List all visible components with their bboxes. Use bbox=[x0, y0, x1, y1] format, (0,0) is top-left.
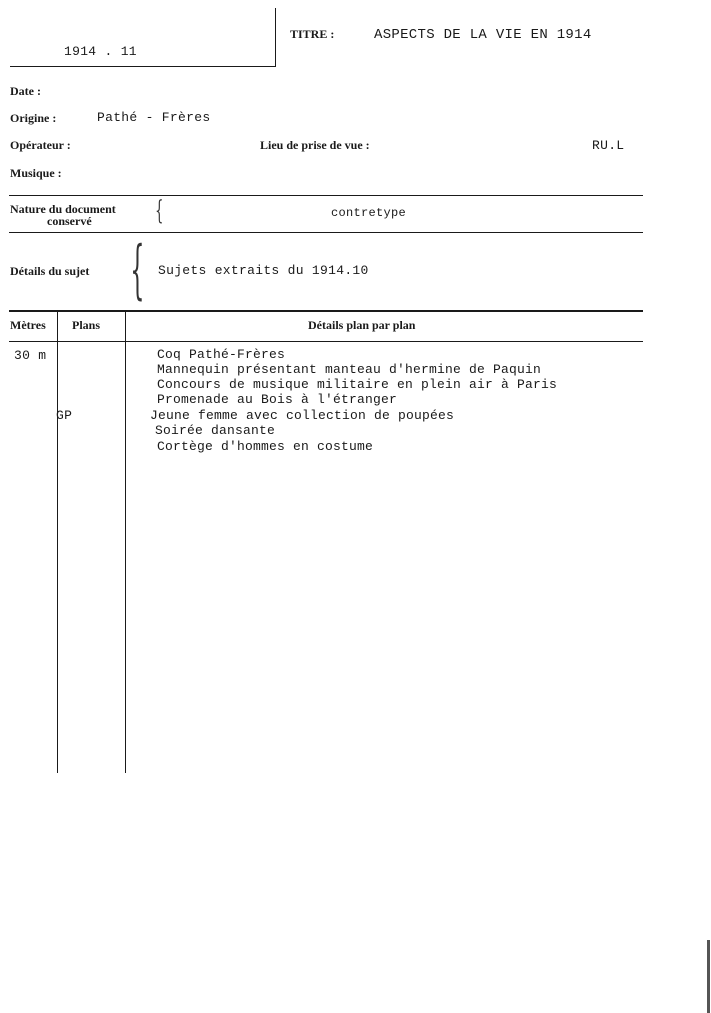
col-details-header: Détails plan par plan bbox=[308, 318, 416, 332]
table-top-rule bbox=[9, 310, 643, 312]
operateur-label: Opérateur : bbox=[10, 138, 71, 152]
sujet-brace: { bbox=[130, 233, 145, 307]
plan-row: Jeune femme avec collection de poupées bbox=[150, 408, 455, 423]
header-box-bottom-border bbox=[10, 66, 276, 67]
reference-number: 1914 . 11 bbox=[64, 44, 137, 59]
nature-value: contretype bbox=[331, 206, 407, 220]
origine-label: Origine : bbox=[10, 111, 57, 125]
titre-label: TITRE : bbox=[290, 27, 335, 41]
table-header-rule bbox=[9, 341, 643, 342]
metres-value: 30 m bbox=[14, 348, 47, 363]
titre-value: ASPECTS DE LA VIE EN 1914 bbox=[374, 27, 592, 43]
origine-value: Pathé - Frères bbox=[97, 110, 211, 125]
header-box-right-border bbox=[275, 8, 276, 66]
plan-row: Coq Pathé-Frères bbox=[157, 347, 286, 362]
nature-label-line2: conservé bbox=[47, 214, 92, 228]
lieu-value: RU.L bbox=[592, 138, 625, 153]
musique-label: Musique : bbox=[10, 166, 62, 180]
scan-edge-shadow bbox=[707, 940, 710, 1013]
plans-value: GP bbox=[56, 408, 73, 423]
plan-row: Soirée dansante bbox=[155, 423, 276, 438]
plan-row: Cortège d'hommes en costume bbox=[157, 439, 374, 454]
table-divider-plans bbox=[125, 312, 126, 773]
table-divider-metres bbox=[57, 312, 58, 773]
nature-label-line1: Nature du document bbox=[10, 202, 116, 216]
col-metres-header: Mètres bbox=[10, 318, 46, 332]
lieu-label: Lieu de prise de vue : bbox=[260, 138, 370, 152]
nature-top-rule bbox=[9, 195, 643, 196]
date-label: Date : bbox=[10, 84, 41, 98]
plan-row: Concours de musique militaire en plein air à Paris bbox=[157, 377, 558, 392]
sujet-label: Détails du sujet bbox=[10, 264, 90, 278]
plan-row: Promenade au Bois à l'étranger bbox=[157, 392, 398, 407]
plan-row: Mannequin présentant manteau d'hermine de Paquin bbox=[157, 362, 542, 377]
col-plans-header: Plans bbox=[72, 318, 101, 332]
nature-bottom-rule bbox=[9, 232, 643, 233]
sujet-value: Sujets extraits du 1914.10 bbox=[158, 263, 369, 278]
nature-brace: { bbox=[155, 196, 164, 226]
